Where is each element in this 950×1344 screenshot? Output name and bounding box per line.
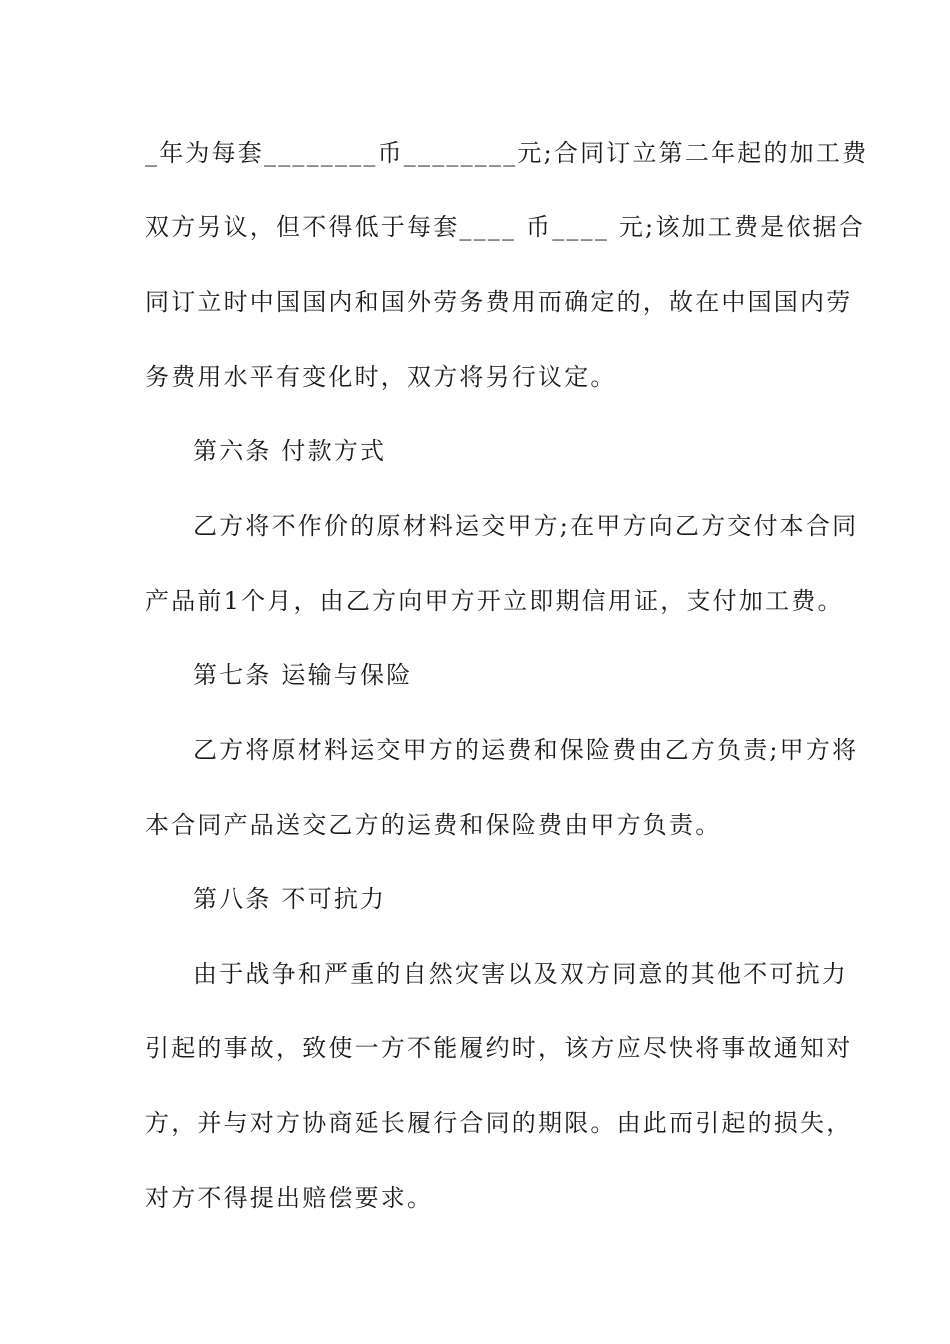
- paragraph-line-fee-change: 务费用水平有变化时，双方将另行议定。: [145, 363, 617, 391]
- paragraph-line-force-majeure-3: 方，并与对方协商延长履行合同的期限。由此而引起的损失，: [145, 1109, 853, 1137]
- paragraph-line-force-majeure-4: 对方不得提出赔偿要求。: [145, 1184, 434, 1212]
- section-heading-transport: 第七条 运输与保险: [193, 661, 413, 689]
- paragraph-line-force-majeure-2: 引起的事故，致使一方不能履约时，该方应尽快将事故通知对: [145, 1034, 853, 1062]
- paragraph-line-payment-2: 产品前1个月，由乙方向甲方开立即期信用证，支付加工费。: [145, 587, 844, 615]
- section-heading-force-majeure: 第八条 不可抗力: [193, 885, 387, 913]
- paragraph-line-payment-1: 乙方将不作价的原材料运交甲方;在甲方向乙方交付本合同: [193, 512, 859, 540]
- paragraph-line-transport-1: 乙方将原材料运交甲方的运费和保险费由乙方负责;甲方将: [193, 736, 859, 764]
- paragraph-line-transport-2: 本合同产品送交乙方的运费和保险费由甲方负责。: [145, 811, 722, 839]
- paragraph-line-fee-negotiation: 双方另议，但不得低于每套____ 币____ 元;该加工费是依据合: [145, 213, 865, 241]
- paragraph-line-fee-terms: _年为每套________币________元;合同订立第二年起的加工费: [145, 139, 869, 167]
- paragraph-line-fee-basis: 同订立时中国国内和国外劳务费用而确定的，故在中国国内劳: [145, 288, 853, 316]
- paragraph-line-force-majeure-1: 由于战争和严重的自然灾害以及双方同意的其他不可抗力: [193, 960, 848, 988]
- section-heading-payment: 第六条 付款方式: [193, 437, 387, 465]
